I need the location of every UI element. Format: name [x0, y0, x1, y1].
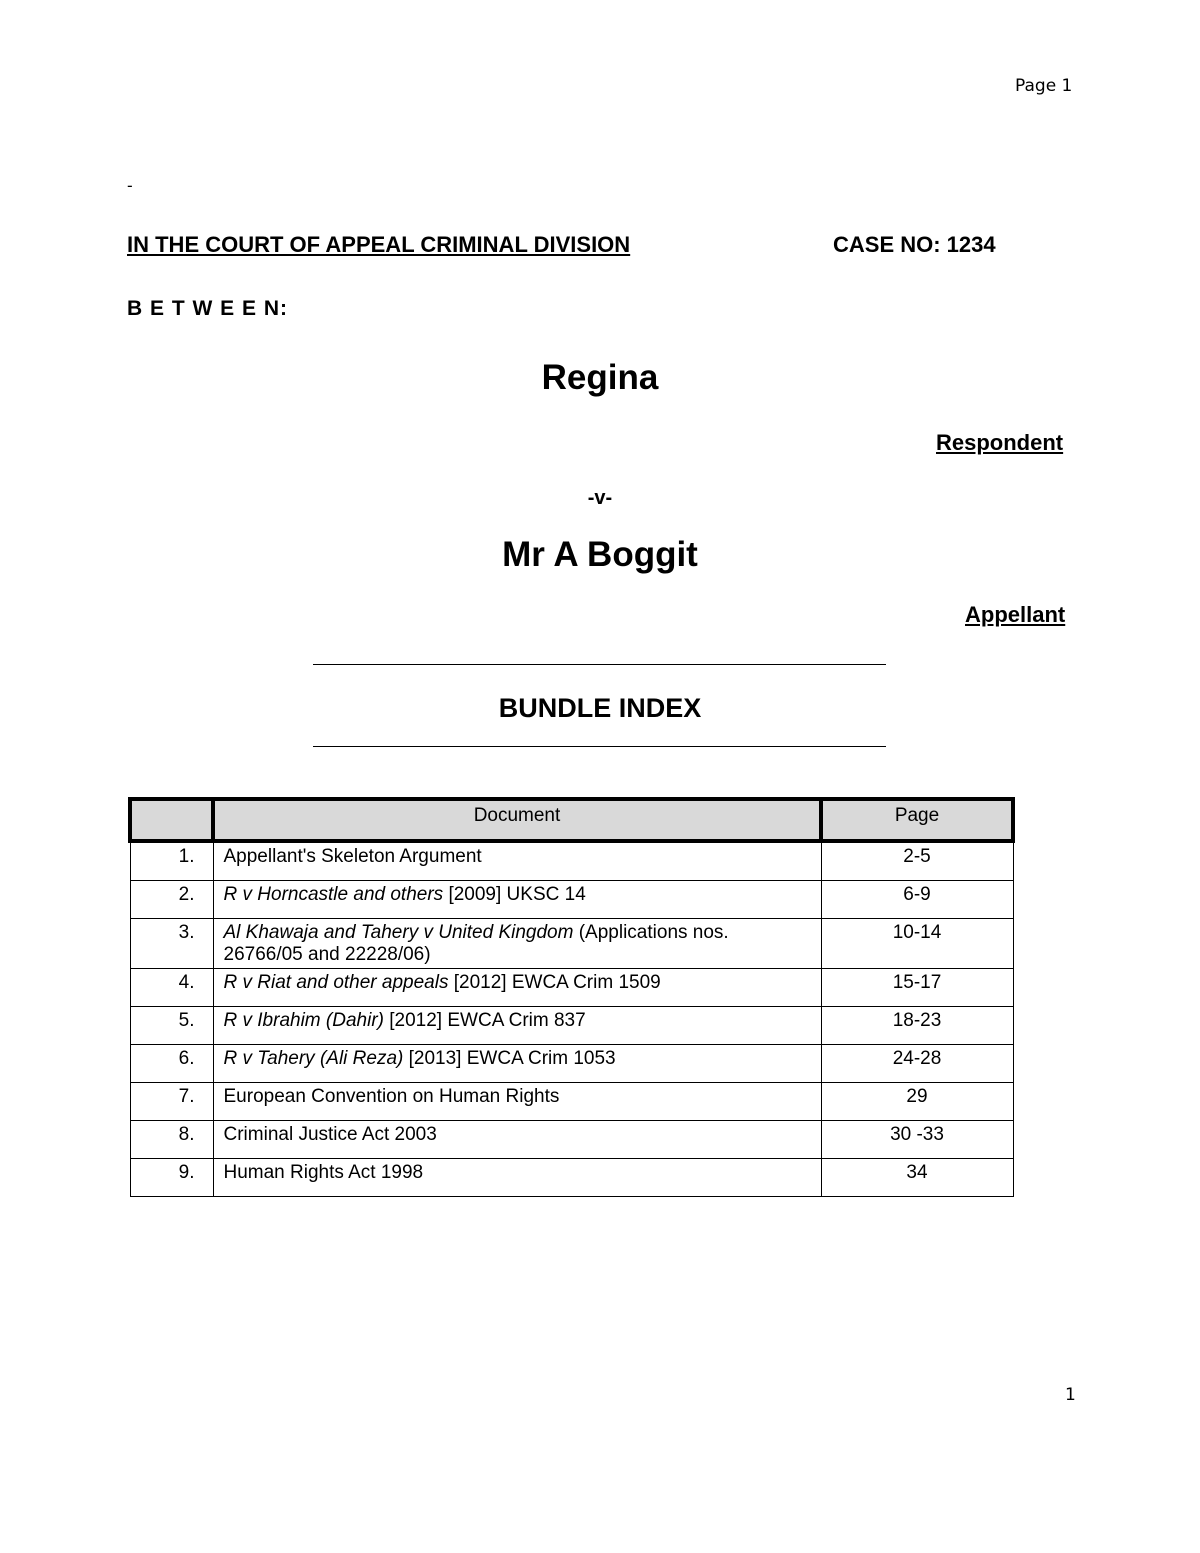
- bundle-index-table: [128, 797, 1015, 1197]
- row-document: [213, 1159, 821, 1197]
- document-citation: [2009] UKSC 14: [443, 884, 586, 905]
- row-number: 1.: [130, 841, 213, 881]
- row-document: [213, 881, 821, 919]
- row-page: 30 -33: [821, 1121, 1013, 1159]
- row-page: 15-17: [821, 969, 1013, 1007]
- footer-page-number: 1: [1065, 1385, 1076, 1405]
- table-row: [130, 1159, 1013, 1197]
- court-name: IN THE COURT OF APPEAL CRIMINAL DIVISION: [127, 232, 631, 257]
- table-row: [130, 969, 1013, 1007]
- bundle-index-title: BUNDLE INDEX: [498, 693, 702, 723]
- document-citation: Criminal Justice Act 2003: [223, 1124, 437, 1145]
- row-document: [213, 1007, 821, 1045]
- appellant-role: Appellant: [965, 602, 1066, 627]
- row-number: 7.: [130, 1083, 213, 1121]
- table-row: [130, 881, 1013, 919]
- row-page: 6-9: [821, 881, 1013, 919]
- document-citation: [2012] EWCA Crim 1509: [448, 972, 661, 993]
- table-header-row: [130, 799, 1013, 841]
- row-page: 24-28: [821, 1045, 1013, 1083]
- row-number: 9.: [130, 1159, 213, 1197]
- row-number: 4.: [130, 969, 213, 1007]
- case-number: CASE NO: 1234: [833, 232, 996, 257]
- row-number: 5.: [130, 1007, 213, 1045]
- row-document: [213, 1045, 821, 1083]
- row-number: 6.: [130, 1045, 213, 1083]
- leading-dash: -: [127, 176, 133, 195]
- row-document: [213, 969, 821, 1007]
- document-title-italic: Al Khawaja and Tahery v United Kingdom: [223, 922, 574, 943]
- table-row: [130, 841, 1013, 881]
- row-page: 18-23: [821, 1007, 1013, 1045]
- title-rule-bottom: [313, 746, 886, 747]
- row-document: [213, 919, 821, 969]
- document-title-italic: R v Riat and other appeals: [223, 972, 449, 993]
- document-citation: [2012] EWCA Crim 837: [383, 1010, 586, 1031]
- document-title-italic: R v Horncastle and others: [223, 884, 444, 905]
- table-row: [130, 919, 1013, 969]
- document-citation: European Convention on Human Rights: [223, 1086, 560, 1107]
- versus-label: -v-: [587, 487, 613, 509]
- header-page: Page: [821, 799, 1013, 841]
- row-page: 2-5: [821, 841, 1013, 881]
- between-label: B E T W E E N:: [127, 297, 288, 320]
- row-document: [213, 841, 821, 881]
- document-title-italic: R v Ibrahim (Dahir): [223, 1010, 384, 1031]
- document-citation: Appellant's Skeleton Argument: [223, 846, 482, 867]
- respondent-name: Regina: [541, 358, 659, 397]
- document-title-italic: R v Tahery (Ali Reza): [223, 1048, 404, 1069]
- appellant-name: Mr A Boggit: [502, 535, 698, 574]
- table-row: [130, 1083, 1013, 1121]
- header-number: [130, 799, 213, 841]
- table-row: [130, 1045, 1013, 1083]
- row-page: 10-14: [821, 919, 1013, 969]
- header-document: Document: [213, 799, 821, 841]
- row-page: 29: [821, 1083, 1013, 1121]
- page-header-label: Page 1: [1015, 76, 1073, 96]
- respondent-role: Respondent: [936, 430, 1064, 455]
- document-citation: [2013] EWCA Crim 1053: [403, 1048, 616, 1069]
- row-document: [213, 1083, 821, 1121]
- table-row: [130, 1007, 1013, 1045]
- row-page: 34: [821, 1159, 1013, 1197]
- row-number: 3.: [130, 919, 213, 969]
- row-number: 2.: [130, 881, 213, 919]
- table-row: [130, 1121, 1013, 1159]
- document-citation: Human Rights Act 1998: [223, 1162, 424, 1183]
- document-citation: (Applications nos. 26766/05 and 22228/06): [223, 922, 729, 965]
- row-document: [213, 1121, 821, 1159]
- title-rule-top: [313, 664, 886, 665]
- row-number: 8.: [130, 1121, 213, 1159]
